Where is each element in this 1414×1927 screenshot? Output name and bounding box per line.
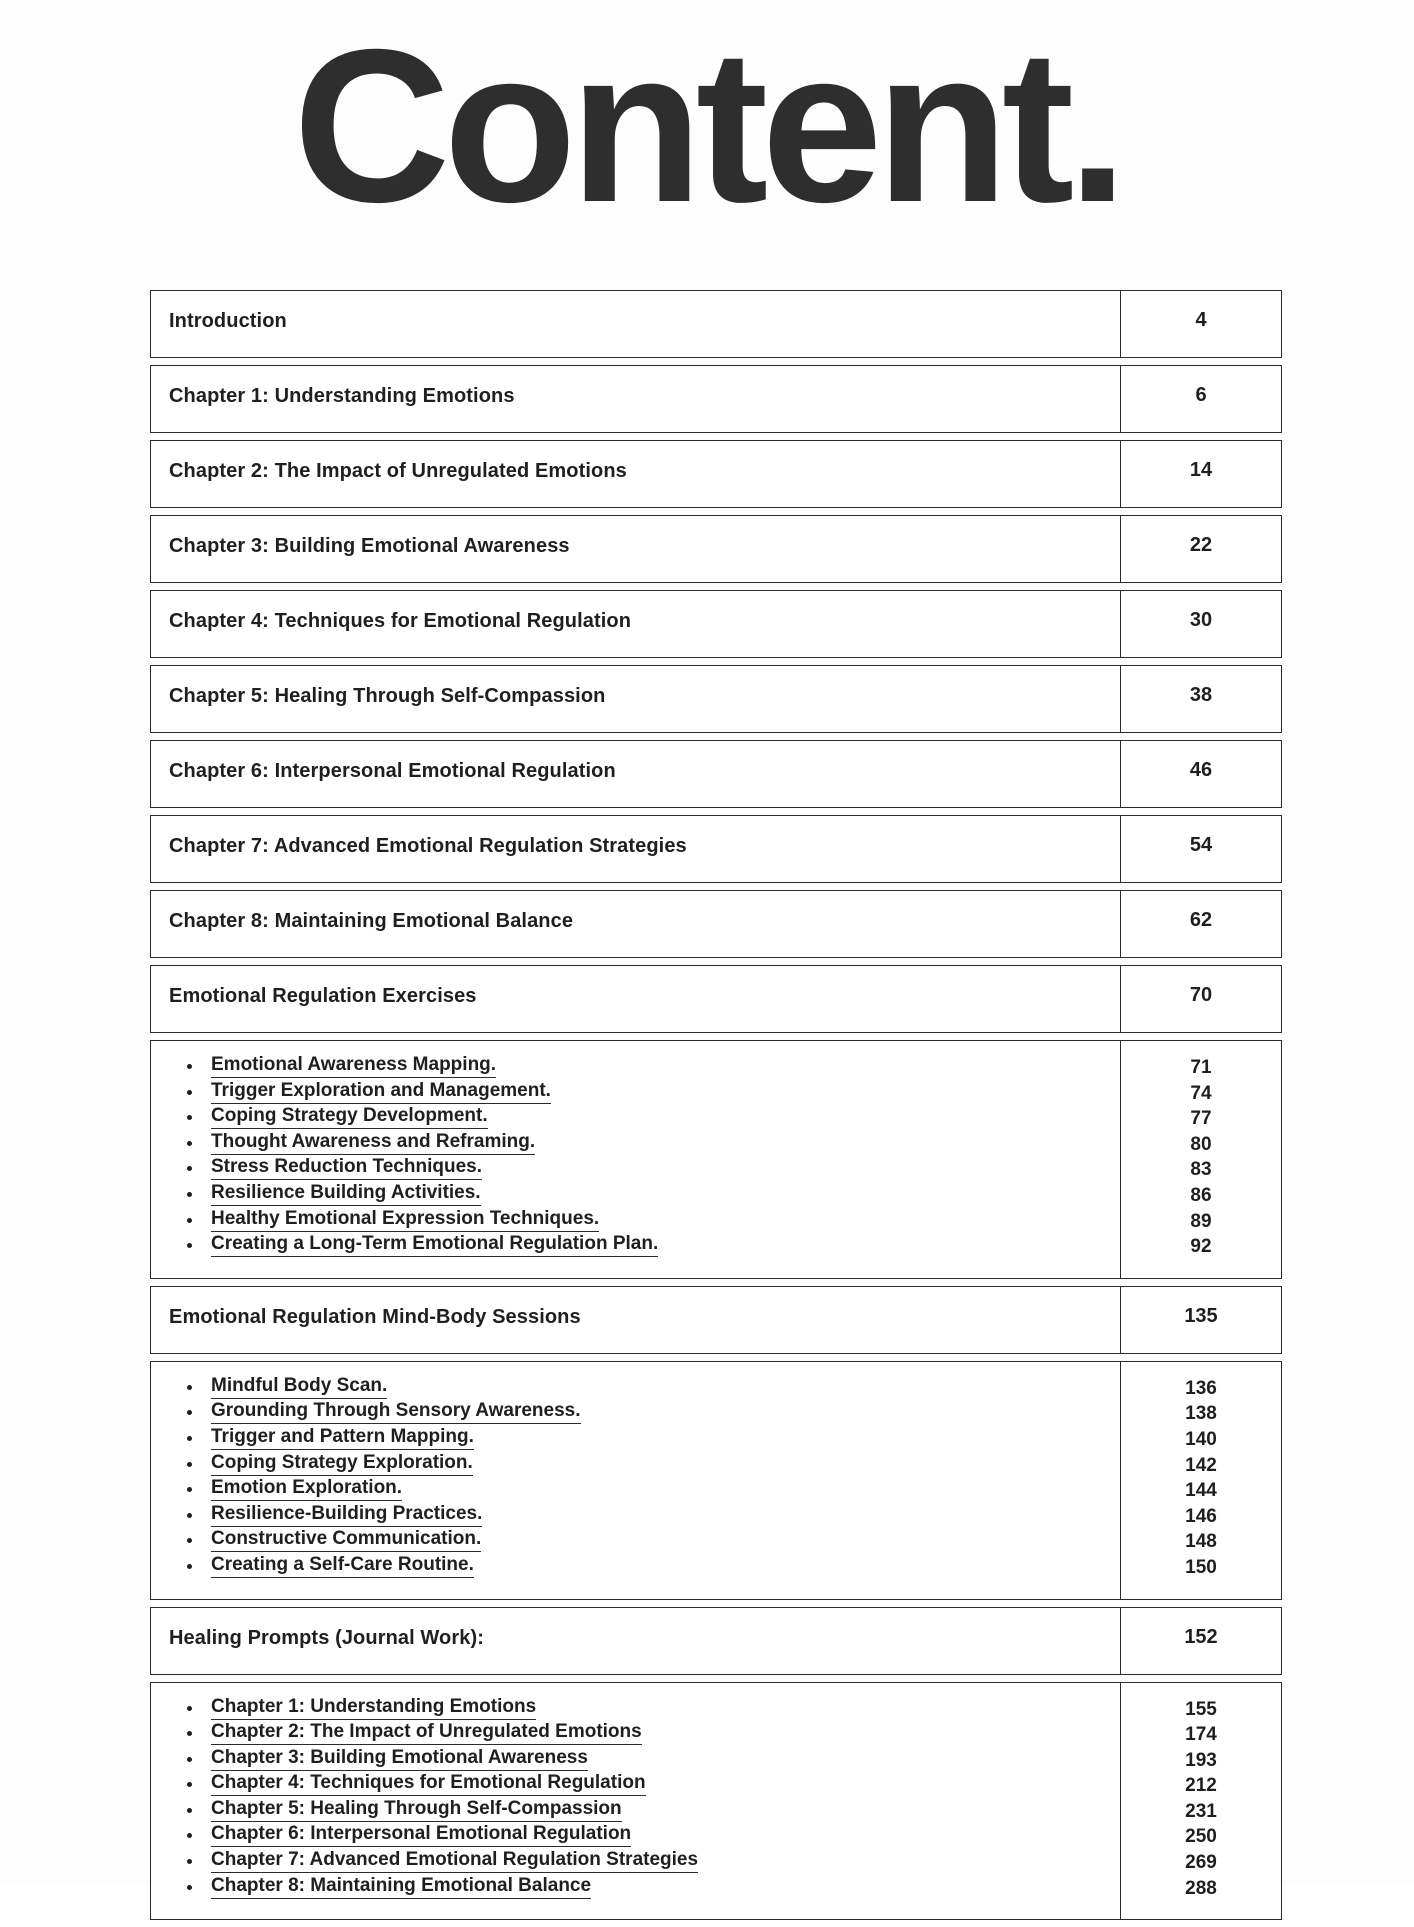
page-number: 250 bbox=[1185, 1826, 1217, 1848]
entry-page-cell bbox=[1121, 591, 1281, 657]
table-row bbox=[150, 665, 1282, 733]
mind-body-list-cell bbox=[151, 1362, 1121, 1599]
bullet-icon bbox=[187, 1064, 192, 1069]
list-item-label: Trigger and Pattern Mapping. bbox=[211, 1427, 474, 1450]
exercises-list-cell bbox=[151, 1041, 1121, 1278]
page-number: 14 bbox=[1189, 459, 1213, 481]
page-number: 30 bbox=[1189, 609, 1213, 631]
list-item[interactable] bbox=[169, 1555, 1120, 1581]
list-item[interactable] bbox=[169, 1478, 1120, 1504]
bullet-icon bbox=[187, 1859, 192, 1864]
bullet-icon bbox=[187, 1166, 192, 1171]
page-number: 80 bbox=[1190, 1133, 1212, 1155]
entry-page-cell bbox=[1121, 666, 1281, 732]
list-item[interactable] bbox=[169, 1183, 1120, 1209]
page-number: 70 bbox=[1189, 984, 1213, 1006]
page-title-container bbox=[0, 5, 1414, 248]
bullet-icon bbox=[187, 1706, 192, 1711]
list-item-label: Constructive Communication. bbox=[211, 1529, 481, 1552]
page-number: 136 bbox=[1185, 1377, 1217, 1399]
list-item-label: Emotional Awareness Mapping. bbox=[211, 1055, 496, 1078]
row-label: Chapter 8: Maintaining Emotional Balance bbox=[169, 910, 574, 932]
table-row bbox=[150, 590, 1282, 658]
list-item[interactable] bbox=[169, 1876, 1120, 1902]
list-item[interactable] bbox=[169, 1234, 1120, 1260]
list-item-label: Grounding Through Sensory Awareness. bbox=[211, 1401, 581, 1424]
page-number: 89 bbox=[1190, 1210, 1212, 1232]
entry-title-cell bbox=[151, 816, 1121, 882]
page-number: 83 bbox=[1190, 1159, 1212, 1181]
entry-page-cell bbox=[1121, 816, 1281, 882]
list-item-label: Chapter 2: The Impact of Unregulated Emotions bbox=[211, 1722, 642, 1745]
entry-page-cell bbox=[1121, 516, 1281, 582]
list-item[interactable] bbox=[169, 1055, 1120, 1081]
healing-prompts-list-cell bbox=[151, 1683, 1121, 1920]
table-row bbox=[150, 290, 1282, 358]
list-item-label: Chapter 7: Advanced Emotional Regulation Strategies bbox=[211, 1850, 698, 1873]
mind-body-sub-list bbox=[169, 1376, 1120, 1581]
page-number: 54 bbox=[1189, 834, 1213, 856]
toc-entries-group bbox=[150, 290, 1282, 1033]
bullet-icon bbox=[187, 1192, 192, 1197]
list-item[interactable] bbox=[169, 1799, 1120, 1825]
bullet-icon bbox=[187, 1090, 192, 1095]
list-item[interactable] bbox=[169, 1132, 1120, 1158]
list-item-label: Coping Strategy Development. bbox=[211, 1106, 488, 1129]
row-label: Chapter 5: Healing Through Self-Compassion bbox=[169, 685, 606, 707]
bullet-icon bbox=[187, 1218, 192, 1223]
list-item[interactable] bbox=[169, 1376, 1120, 1402]
entry-title-cell bbox=[151, 966, 1121, 1032]
bullet-icon bbox=[187, 1487, 192, 1492]
page-number: 193 bbox=[1185, 1749, 1217, 1771]
list-item-label: Thought Awareness and Reframing. bbox=[211, 1132, 535, 1155]
bullet-icon bbox=[187, 1410, 192, 1415]
row-label: Chapter 2: The Impact of Unregulated Emotions bbox=[169, 460, 627, 482]
page-number: 22 bbox=[1189, 534, 1213, 556]
table-row bbox=[150, 365, 1282, 433]
table-row bbox=[150, 815, 1282, 883]
list-item-label: Chapter 3: Building Emotional Awareness bbox=[211, 1748, 588, 1771]
page-number: 74 bbox=[1190, 1082, 1212, 1104]
page-number: 144 bbox=[1185, 1480, 1217, 1502]
exercises-pages-cell bbox=[1121, 1041, 1281, 1278]
healing-prompts-page-numbers bbox=[1185, 1697, 1217, 1902]
page-number: 138 bbox=[1185, 1403, 1217, 1425]
bullet-icon bbox=[187, 1833, 192, 1838]
list-item-label: Emotion Exploration. bbox=[211, 1478, 402, 1501]
list-item-label: Stress Reduction Techniques. bbox=[211, 1157, 482, 1180]
page-number: 135 bbox=[1184, 1304, 1218, 1327]
page-number: 6 bbox=[1195, 384, 1207, 406]
list-item-label: Chapter 6: Interpersonal Emotional Regulation bbox=[211, 1824, 631, 1847]
table-row-healing-prompts-list bbox=[150, 1682, 1282, 1921]
page-number: 140 bbox=[1185, 1428, 1217, 1450]
mind-body-page-numbers bbox=[1185, 1376, 1217, 1581]
table-row bbox=[150, 965, 1282, 1033]
mind-body-page-cell bbox=[1121, 1287, 1281, 1353]
list-item-label: Chapter 4: Techniques for Emotional Regulation bbox=[211, 1773, 646, 1796]
entry-page-cell bbox=[1121, 891, 1281, 957]
entry-title-cell bbox=[151, 366, 1121, 432]
page-number: 152 bbox=[1184, 1625, 1218, 1648]
page-number: 269 bbox=[1185, 1852, 1217, 1874]
list-item-label: Chapter 5: Healing Through Self-Compassion bbox=[211, 1799, 622, 1822]
entry-page-cell bbox=[1121, 291, 1281, 357]
list-item-label: Creating a Long-Term Emotional Regulation Plan. bbox=[211, 1234, 658, 1257]
page-number: 71 bbox=[1190, 1057, 1212, 1078]
list-item[interactable] bbox=[169, 1697, 1120, 1723]
entry-title-cell bbox=[151, 891, 1121, 957]
healing-prompts-page-cell bbox=[1121, 1608, 1281, 1674]
list-item[interactable] bbox=[169, 1504, 1120, 1530]
table-row bbox=[150, 740, 1282, 808]
list-item[interactable] bbox=[169, 1529, 1120, 1555]
list-item[interactable] bbox=[169, 1453, 1120, 1479]
entry-title-cell bbox=[151, 741, 1121, 807]
row-label: Chapter 7: Advanced Emotional Regulation Strategies bbox=[169, 835, 687, 857]
page-number: 146 bbox=[1185, 1505, 1217, 1527]
bullet-icon bbox=[187, 1538, 192, 1543]
entry-page-cell bbox=[1121, 441, 1281, 507]
exercises-sub-list bbox=[169, 1055, 1120, 1260]
list-item[interactable] bbox=[169, 1427, 1120, 1453]
list-item[interactable] bbox=[169, 1722, 1120, 1748]
list-item[interactable] bbox=[169, 1773, 1120, 1799]
page-number: 155 bbox=[1185, 1698, 1217, 1720]
list-item-label: Mindful Body Scan. bbox=[211, 1376, 387, 1399]
bullet-icon bbox=[187, 1808, 192, 1813]
bullet-icon bbox=[187, 1436, 192, 1441]
exercises-page-numbers bbox=[1190, 1055, 1211, 1260]
bullet-icon bbox=[187, 1141, 192, 1146]
table-row-mind-body-list bbox=[150, 1361, 1282, 1600]
list-item[interactable] bbox=[169, 1824, 1120, 1850]
table-row-exercises-list bbox=[150, 1040, 1282, 1279]
list-item[interactable] bbox=[169, 1209, 1120, 1235]
entry-title-cell bbox=[151, 591, 1121, 657]
bullet-icon bbox=[187, 1782, 192, 1787]
list-item-label: Resilience Building Activities. bbox=[211, 1183, 481, 1206]
row-label: Introduction bbox=[169, 310, 287, 332]
page-number: 174 bbox=[1185, 1724, 1217, 1746]
list-item[interactable] bbox=[169, 1081, 1120, 1107]
table-of-contents bbox=[150, 290, 1282, 1927]
list-item[interactable] bbox=[169, 1850, 1120, 1876]
list-item[interactable] bbox=[169, 1748, 1120, 1774]
list-item-label: Resilience-Building Practices. bbox=[211, 1504, 482, 1527]
list-item[interactable] bbox=[169, 1157, 1120, 1183]
table-row-mind-body-header bbox=[150, 1286, 1282, 1354]
page-title: Content. bbox=[293, 5, 1121, 248]
page-number: 46 bbox=[1189, 759, 1213, 781]
row-label: Chapter 1: Understanding Emotions bbox=[169, 385, 515, 407]
healing-prompts-title-cell bbox=[151, 1608, 1121, 1674]
table-row-healing-prompts-header bbox=[150, 1607, 1282, 1675]
page-number: 38 bbox=[1189, 684, 1213, 706]
bullet-icon bbox=[187, 1243, 192, 1248]
bullet-icon bbox=[187, 1462, 192, 1467]
list-item[interactable] bbox=[169, 1401, 1120, 1427]
mind-body-title-cell bbox=[151, 1287, 1121, 1353]
bullet-icon bbox=[187, 1731, 192, 1736]
page-number: 86 bbox=[1190, 1184, 1212, 1206]
entry-title-cell bbox=[151, 291, 1121, 357]
entry-page-cell bbox=[1121, 966, 1281, 1032]
page-number: 231 bbox=[1185, 1800, 1217, 1822]
entry-title-cell bbox=[151, 516, 1121, 582]
row-label: Chapter 3: Building Emotional Awareness bbox=[169, 535, 570, 557]
entry-page-cell bbox=[1121, 366, 1281, 432]
bullet-icon bbox=[187, 1115, 192, 1120]
entry-title-cell bbox=[151, 666, 1121, 732]
list-item-label: Chapter 1: Understanding Emotions bbox=[211, 1697, 536, 1720]
table-row bbox=[150, 440, 1282, 508]
bullet-icon bbox=[187, 1885, 192, 1890]
table-row bbox=[150, 515, 1282, 583]
entry-title-cell bbox=[151, 441, 1121, 507]
bullet-icon bbox=[187, 1564, 192, 1569]
healing-prompts-sub-list bbox=[169, 1697, 1120, 1902]
page-number: 77 bbox=[1190, 1108, 1212, 1130]
page-number: 62 bbox=[1189, 909, 1213, 931]
row-label: Healing Prompts (Journal Work): bbox=[169, 1626, 484, 1649]
healing-prompts-pages-cell bbox=[1121, 1683, 1281, 1920]
list-item-label: Chapter 8: Maintaining Emotional Balance bbox=[211, 1876, 591, 1899]
list-item-label: Trigger Exploration and Management. bbox=[211, 1081, 551, 1104]
page-number: 150 bbox=[1185, 1556, 1217, 1578]
list-item[interactable] bbox=[169, 1106, 1120, 1132]
bullet-icon bbox=[187, 1757, 192, 1762]
list-item-label: Coping Strategy Exploration. bbox=[211, 1453, 473, 1476]
mind-body-pages-cell bbox=[1121, 1362, 1281, 1599]
row-label: Chapter 6: Interpersonal Emotional Regulation bbox=[169, 760, 616, 782]
page-number: 288 bbox=[1185, 1877, 1217, 1899]
page-number: 148 bbox=[1185, 1531, 1217, 1553]
entry-page-cell bbox=[1121, 741, 1281, 807]
list-item-label: Creating a Self-Care Routine. bbox=[211, 1555, 474, 1578]
bullet-icon bbox=[187, 1513, 192, 1518]
page-number: 142 bbox=[1185, 1454, 1217, 1476]
page-number: 92 bbox=[1190, 1236, 1212, 1258]
row-label: Emotional Regulation Exercises bbox=[169, 985, 477, 1007]
row-label: Chapter 4: Techniques for Emotional Regulation bbox=[169, 610, 632, 632]
page-number: 4 bbox=[1195, 309, 1207, 331]
list-item-label: Healthy Emotional Expression Techniques. bbox=[211, 1209, 599, 1232]
page-number: 212 bbox=[1185, 1775, 1217, 1797]
bullet-icon bbox=[187, 1385, 192, 1390]
row-label: Emotional Regulation Mind-Body Sessions bbox=[169, 1305, 581, 1328]
table-row bbox=[150, 890, 1282, 958]
